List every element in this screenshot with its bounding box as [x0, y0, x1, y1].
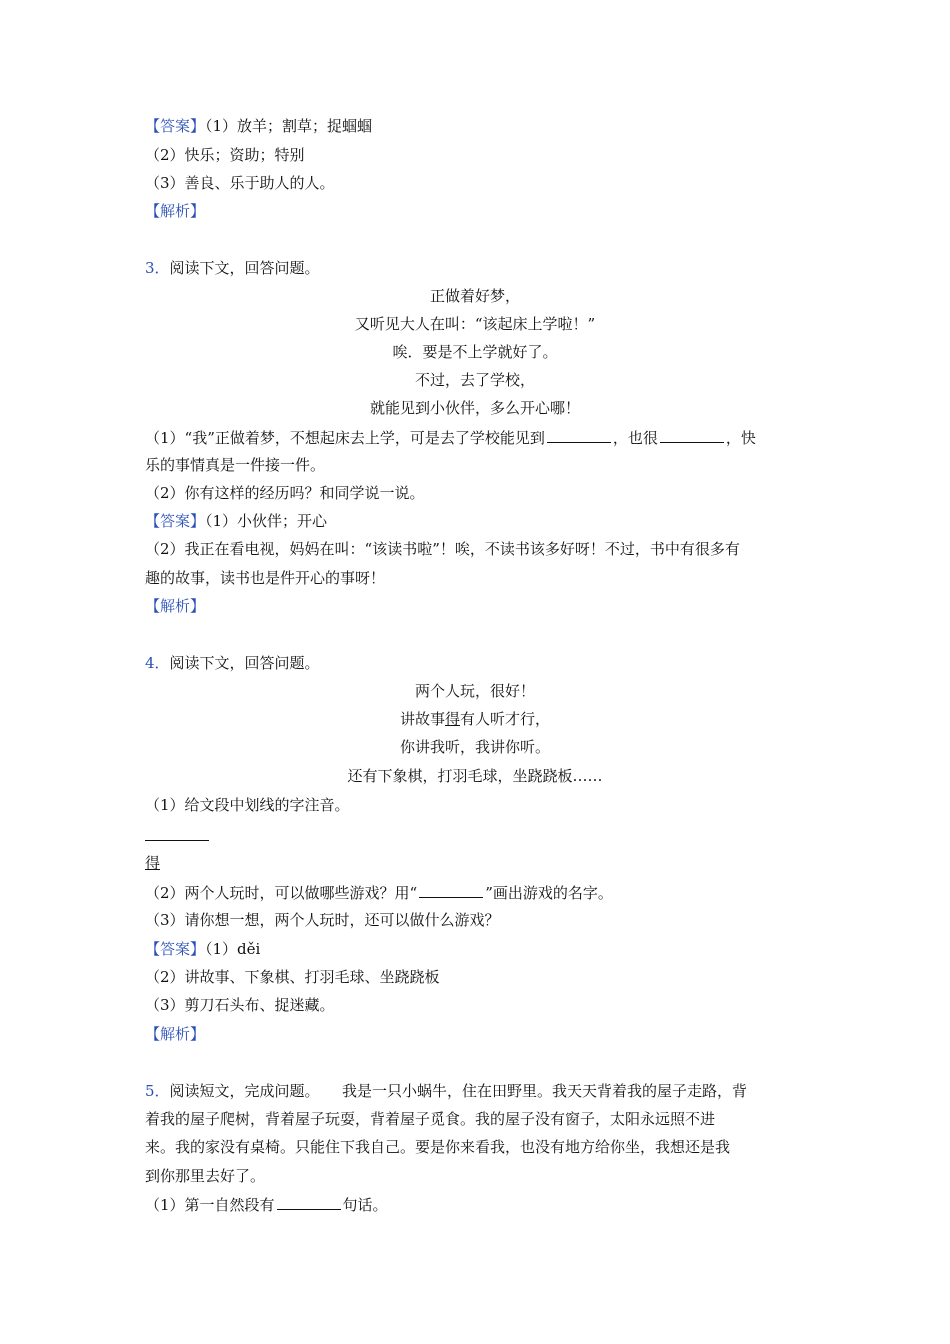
q4-answer-2: （2）讲故事、下象棋、打羽毛球、坐跷跷板: [145, 968, 440, 986]
q5-q1-text-a: （1）第一自然段有: [145, 1196, 275, 1214]
q3-answer-1: （1）小伙伴；开心: [205, 512, 328, 530]
q4-answer-1: （1）děi: [205, 940, 261, 958]
q2-answer-1: （1）放羊；割草；捉蝈蝈: [205, 117, 373, 135]
q3-poem-line: 不过，去了学校，: [414, 371, 535, 389]
q4-answer-3: （3）剪刀石头布、捉迷藏。: [145, 996, 335, 1014]
fill-blank: [660, 427, 724, 443]
q5-line-1: [145, 1081, 747, 1101]
q4-number: 4．: [145, 654, 170, 672]
q3-question-1: [145, 427, 756, 448]
q3-poem-line: 正做着好梦，: [429, 287, 520, 305]
q3-poem-line: 唉．要是不上学就好了。: [392, 343, 558, 361]
q5-text-1: 阅读短文，完成问题。 我是一只小蜗牛，住在田野里。我天天背着我的屋子走路，背: [169, 1082, 748, 1100]
q4-answer-line-1: [145, 939, 260, 959]
q4-prompt: [145, 653, 320, 673]
q5-line-3: 来。我的家没有桌椅。只能住下我自己。要是你来看我，也没有地方给你坐，我想还是我: [145, 1138, 731, 1156]
q3-prompt-text: 阅读下文，回答问题。: [169, 259, 320, 277]
q4-poem-line: 你讲我听，我讲你听。: [399, 738, 550, 756]
q3-q1-text-a: （1）“我”正做着梦，不想起床去上学，可是去了学校能见到: [145, 429, 545, 447]
q4-prompt-text: 阅读下文，回答问题。: [169, 654, 320, 672]
q4-poem2-pre: 讲故事: [399, 710, 445, 728]
q2-answer-line-1: [145, 116, 372, 136]
q2-answer-2: （2）快乐；资助；特别: [145, 146, 305, 164]
q4-poem-line: [145, 709, 805, 729]
analysis-tag: 【解析】: [145, 597, 206, 615]
q4-poem-line: 还有下象棋，打羽毛球，坐跷跷板……: [347, 767, 603, 785]
q4-question-2: [145, 882, 613, 903]
q3-answer-line-1: [145, 511, 327, 531]
fill-blank: [277, 1194, 341, 1210]
q3-poem-line: 又听见大人在叫：“该起床上学啦！”: [354, 315, 596, 333]
q3-q1-text-c: ，快: [725, 429, 756, 447]
q5-q1-text-b: 句话。: [342, 1196, 388, 1214]
q3-question-2: （2）你有这样的经历吗？和同学说一说。: [145, 484, 425, 502]
q3-answer-2b: 趣的故事，读书也是件开心的事呀！: [145, 569, 386, 587]
q5-question-1: [145, 1194, 388, 1215]
q4-q2-text-a: （2）两个人玩时，可以做哪些游戏？用“: [145, 884, 418, 902]
q3-number: 3．: [145, 259, 170, 277]
q5-number: 5．: [145, 1082, 170, 1100]
q3-prompt: [145, 258, 320, 278]
q4-q2-text-b: ”画出游戏的名字。: [485, 884, 613, 902]
analysis-tag: 【解析】: [145, 1025, 206, 1043]
underlined-char: 得: [444, 710, 460, 728]
q3-poem-line: 就能见到小伙伴，多么开心哪！: [369, 399, 580, 417]
q2-answer-3: （3）善良、乐于助人的人。: [145, 174, 335, 192]
analysis-tag: 【解析】: [145, 202, 206, 220]
q5-line-4: 到你那里去好了。: [145, 1167, 266, 1185]
fill-blank: [547, 427, 611, 443]
q4-question-3: （3）请你想一想，两个人玩时，还可以做什么游戏？: [145, 911, 500, 929]
answer-tag: 【答案】: [145, 117, 206, 135]
q4-target-char: 得: [145, 854, 161, 872]
q3-q1-text-b: ，也很: [612, 429, 658, 447]
q3-question-1-cont: 乐的事情真是一件接一件。: [145, 456, 326, 474]
q4-question-1: （1）给文段中划线的字注音。: [145, 796, 350, 814]
q4-poem2-post: 有人听才行，: [460, 710, 551, 728]
q4-poem-line: 两个人玩，很好！: [414, 682, 535, 700]
pinyin-blank: [145, 840, 209, 841]
answer-tag: 【答案】: [145, 940, 206, 958]
answer-tag: 【答案】: [145, 512, 206, 530]
q5-line-2: 着我的屋子爬树，背着屋子玩耍，背着屋子觅食。我的屋子没有窗子，太阳永远照不进: [145, 1110, 716, 1128]
q3-answer-2a: （2）我正在看电视，妈妈在叫：“该读书啦”！唉，不读书该多好呀！不过，书中有很多有: [145, 540, 740, 558]
fill-blank: [419, 882, 483, 898]
